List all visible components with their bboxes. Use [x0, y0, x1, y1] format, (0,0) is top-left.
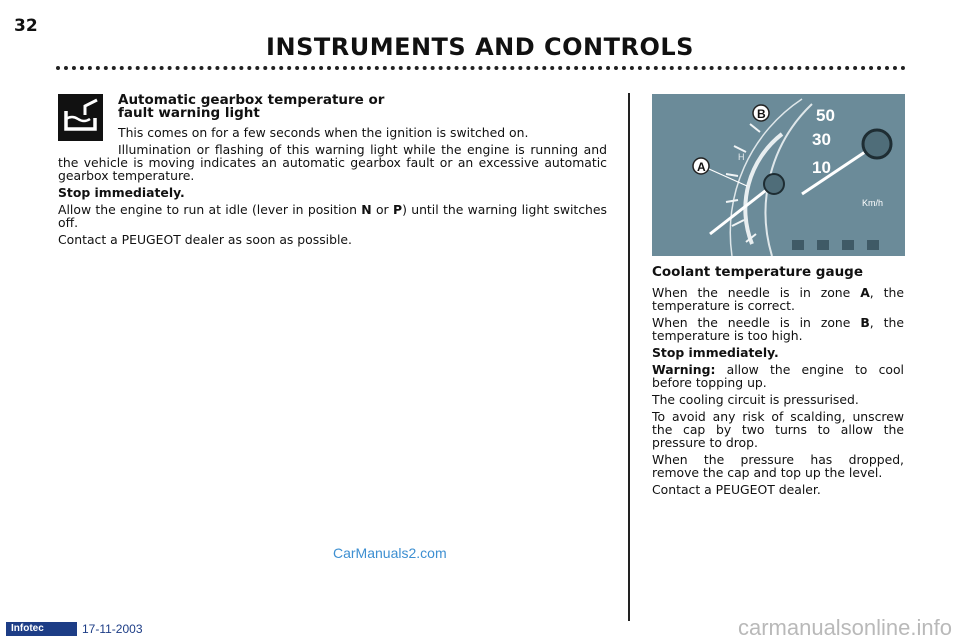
stop-immediately-text: Stop immediately. [58, 185, 185, 200]
paragraph [58, 203, 607, 229]
zone-b-label: B [757, 107, 766, 121]
coolant-gauge-figure [652, 94, 905, 256]
paragraph: Contact a PEUGEOT dealer. [652, 482, 821, 497]
heading-line-2: fault warning light [118, 105, 260, 121]
coolant-gauge-heading: Coolant temperature gauge [652, 264, 864, 280]
text: allow the engine to cool before topping up. [652, 362, 904, 390]
zone-a-label: A [697, 160, 706, 174]
text: When the needle is in zone [652, 315, 861, 330]
zone-b-ref: B [860, 315, 870, 330]
column-divider [628, 93, 630, 621]
text: Allow the engine to run at idle (lever in position [58, 202, 362, 217]
infotec-logo: Infotec [6, 622, 77, 636]
paragraph: This comes on for a few seconds when the ignition is switched on. [118, 125, 529, 140]
gearbox-warning-heading [118, 94, 438, 120]
footer-date: 17-11-2003 [82, 622, 143, 636]
h-mark: H [738, 152, 745, 162]
gearbox-warning-text [58, 126, 607, 250]
warning-label: Warning: [652, 362, 716, 377]
zone-a-ref: A [860, 285, 870, 300]
speed-unit: Km/h [862, 198, 884, 208]
watermark-link[interactable]: CarManuals2.com [333, 545, 447, 561]
position-n: N [361, 202, 372, 217]
speed-30: 30 [812, 130, 831, 149]
heading-line-1: Automatic gearbox temperature or [118, 92, 385, 108]
paragraph: To avoid any risk of scalding, unscrew the cap by two turns to allow the pressure to drop. [652, 409, 904, 450]
title-divider [56, 66, 906, 70]
stop-immediately-text: Stop immediately. [652, 345, 779, 360]
paragraph [652, 286, 904, 312]
text: or [371, 202, 393, 217]
site-watermark: carmanualsonline.info [737, 615, 952, 640]
paragraph: The cooling circuit is pressurised. [652, 392, 859, 407]
text: , the temperature is too high. [652, 315, 904, 343]
paragraph: Contact a PEUGEOT dealer as soon as possible. [58, 232, 352, 247]
paragraph: When the pressure has dropped, remove the cap and top up the level. [652, 452, 904, 480]
page-number: 32 [14, 16, 38, 36]
page-title: INSTRUMENTS AND CONTROLS [266, 33, 694, 61]
text: , the temperature is correct. [652, 285, 904, 313]
paragraph [652, 316, 904, 342]
text: When the needle is in zone [652, 285, 861, 300]
position-p: P [392, 202, 403, 217]
coolant-gauge-text [652, 286, 904, 500]
paragraph [652, 363, 904, 389]
paragraph: Illumination or flashing of this warning light while the engine is running and the vehicle is moving indicates an automatic gearbox fault or an excessive automatic gearbox temperature. [58, 142, 607, 183]
speed-50: 50 [816, 106, 835, 125]
text: ) until the warning light switches off. [58, 202, 607, 230]
speed-10: 10 [812, 158, 831, 177]
